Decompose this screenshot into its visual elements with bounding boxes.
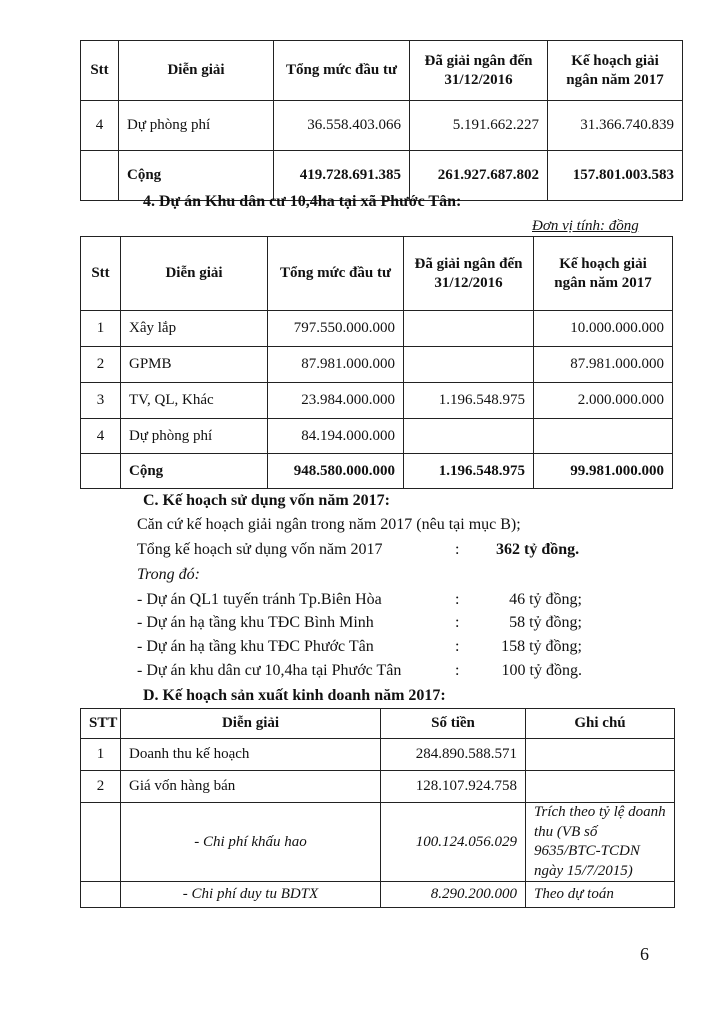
table-header-row [81,41,683,101]
column-header: Số tiền [381,709,526,739]
table-cell: 1.196.548.975 [404,454,534,489]
table-cell: Xây lắp [121,311,268,347]
total-label: Cộng [119,151,274,201]
table-cell: 87.981.000.000 [268,347,404,383]
plan-item-value: 46 tỷ đồng; [509,591,582,608]
table-cell [404,419,534,454]
table-cell: 1 [81,739,121,771]
table-cell: 157.801.003.583 [548,151,683,201]
total-plan-label: Tổng kế hoạch sử dụng vốn năm 2017 [137,541,383,558]
column-header: Stt [81,41,119,101]
table-cell: 419.728.691.385 [274,151,410,201]
table-cell: 1.196.548.975 [404,383,534,419]
project-table [80,236,673,489]
table-header-row [81,237,673,311]
table-cell: - Chi phí duy tu BDTX [121,882,381,908]
table-header-row [81,709,675,739]
column-header: Tổng mức đầu tư [268,237,404,311]
table-cell: Doanh thu kế hoạch [121,739,381,771]
table-cell [81,803,121,882]
section-heading: 4. Dự án Khu dân cư 10,4ha tại xã Phước Tân: [143,193,462,210]
table-row [81,383,673,419]
table-cell: 84.194.000.000 [268,419,404,454]
table-row [81,419,673,454]
table-cell: 99.981.000.000 [534,454,673,489]
plan-item-label: - Dự án hạ tầng khu TĐC Phước Tân [137,638,374,655]
table-cell: 261.927.687.802 [410,151,548,201]
table-cell: 5.191.662.227 [410,101,548,151]
plan-item-value: 100 tỷ đồng. [501,662,582,679]
table-cell [81,151,119,201]
investment-table-continued [80,40,683,201]
trong-do-label: Trong đó: [137,566,200,583]
table-row [81,347,673,383]
table-row [81,882,675,908]
table-cell [526,771,675,803]
total-label: Cộng [121,454,268,489]
table-cell: 8.290.200.000 [381,882,526,908]
table-cell: 948.580.000.000 [268,454,404,489]
table-cell [81,882,121,908]
colon: : [455,638,460,655]
table-cell: - Chi phí khấu hao [121,803,381,882]
section-heading: C. Kế hoạch sử dụng vốn năm 2017: [143,492,390,509]
table-row [81,311,673,347]
table-cell: 2.000.000.000 [534,383,673,419]
column-header: Diễn giải [121,709,381,739]
table-cell [404,311,534,347]
colon: : [455,614,460,631]
table-cell: 4 [81,419,121,454]
table-cell: Theo dự toán [526,882,675,908]
table-cell: 23.984.000.000 [268,383,404,419]
column-header: Đã giải ngân đến 31/12/2016 [410,41,548,101]
unit-label: Đơn vị tính: đồng [532,218,639,234]
plan-item-value: 58 tỷ đồng; [509,614,582,631]
column-header: Kế hoạch giải ngân năm 2017 [534,237,673,311]
table-cell [534,419,673,454]
table-cell: 2 [81,771,121,803]
column-header: STT [81,709,121,739]
table-cell [404,347,534,383]
total-plan-value: 362 tỷ đồng. [496,541,580,558]
table-cell [81,454,121,489]
page-number: 6 [640,944,649,964]
column-header: Tổng mức đầu tư [274,41,410,101]
paragraph-line: Căn cứ kế hoạch giải ngân trong năm 2017 (nêu tại mục B); [137,516,521,533]
table-total-row [81,454,673,489]
plan-item-label: - Dự án QL1 tuyến tránh Tp.Biên Hòa [137,591,382,608]
column-header: Diễn giải [121,237,268,311]
table-cell: 100.124.056.029 [381,803,526,882]
table-cell: 3 [81,383,121,419]
table-cell: GPMB [121,347,268,383]
table-row [81,739,675,771]
table-cell: Dự phòng phí [119,101,274,151]
table-cell: Giá vốn hàng bán [121,771,381,803]
table-cell [526,739,675,771]
table-row [81,803,675,882]
table-cell: 128.107.924.758 [381,771,526,803]
business-plan-table [80,708,675,908]
column-header: Kế hoạch giải ngân năm 2017 [548,41,683,101]
colon: : [455,662,460,679]
table-cell: 797.550.000.000 [268,311,404,347]
column-header: Diễn giải [119,41,274,101]
table-row [81,101,683,151]
table-cell: 87.981.000.000 [534,347,673,383]
table-cell: TV, QL, Khác [121,383,268,419]
table-cell: 31.366.740.839 [548,101,683,151]
table-row [81,771,675,803]
column-header: Đã giải ngân đến 31/12/2016 [404,237,534,311]
table-cell: 4 [81,101,119,151]
table-cell: Dự phòng phí [121,419,268,454]
section-heading: D. Kế hoạch sản xuất kinh doanh năm 2017: [143,687,446,704]
column-header: Stt [81,237,121,311]
plan-item-label: - Dự án hạ tầng khu TĐC Bình Minh [137,614,374,631]
table-cell: 284.890.588.571 [381,739,526,771]
table-cell: 1 [81,311,121,347]
table-cell: 2 [81,347,121,383]
plan-item-label: - Dự án khu dân cư 10,4ha tại Phước Tân [137,662,402,679]
colon: : [455,591,460,608]
column-header: Ghi chú [526,709,675,739]
colon: : [455,541,460,558]
table-cell: Trích theo tỷ lệ doanh thu (VB số 9635/BTC-TCDN ngày 15/7/2015) [526,803,675,882]
table-cell: 10.000.000.000 [534,311,673,347]
plan-item-value: 158 tỷ đồng; [501,638,582,655]
table-cell: 36.558.403.066 [274,101,410,151]
